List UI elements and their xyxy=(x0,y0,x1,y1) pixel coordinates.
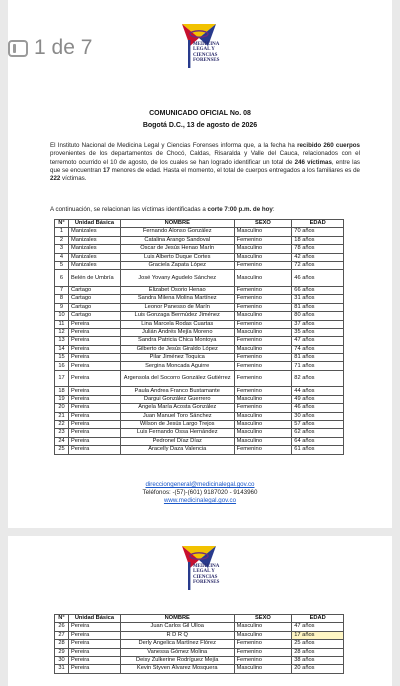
intro-text: provenientes de los departamentos de Chocó, Caldas, Risaralda y Valle del Cauca, relacionados con el terremoto ocurrido el 10 de agosto, de los cuales se han logrado identificar un total de xyxy=(50,150,360,166)
sidebar-toggle-icon[interactable] xyxy=(8,40,28,57)
table-row xyxy=(55,295,344,303)
cell-number: 9 xyxy=(55,303,69,311)
table-row xyxy=(55,656,344,664)
cell-age: 38 años xyxy=(292,656,344,664)
intro-text: menores de edad. Hasta el momento, el total de cuerpos entregados a los familiares es de xyxy=(109,166,360,174)
cell-name: Leonor Panesso de Marín xyxy=(120,303,234,311)
cell-age: 28 años xyxy=(292,648,344,656)
cell-unit: Cartago xyxy=(68,286,120,294)
table-row xyxy=(55,312,344,320)
cell-age: 49 años xyxy=(292,395,344,403)
cell-unit: Pereira xyxy=(68,395,120,403)
cell-unit: Pereira xyxy=(68,648,120,656)
cell-unit: Pereira xyxy=(68,656,120,664)
cell-sex: Masculino xyxy=(234,412,292,420)
table-row xyxy=(55,387,344,395)
cell-name: Vanessa Gómez Molina xyxy=(120,648,234,656)
cell-sex: Femenino xyxy=(234,236,292,244)
cell-age: 62 años xyxy=(292,429,344,437)
document-title: COMUNICADO OFICIAL No. 08 xyxy=(149,110,251,117)
table-row xyxy=(55,640,344,648)
cell-sex: Masculino xyxy=(234,228,292,236)
cell-name: Derly Angelica Martínez Flórez xyxy=(120,640,234,648)
col-header-number: N° xyxy=(55,220,69,228)
cell-unit: Manizales xyxy=(68,253,120,261)
cell-number: 25 xyxy=(55,446,69,454)
cell-unit: Pereira xyxy=(68,631,120,639)
logo-line: FORENSES xyxy=(193,580,220,586)
cell-name: Juan Manuel Toro Sánchez xyxy=(120,412,234,420)
cell-name: Deisy Zulkerine Rodríguez Mejía xyxy=(120,656,234,664)
cell-number: 29 xyxy=(55,648,69,656)
table-row xyxy=(55,437,344,445)
cell-age: 47 años xyxy=(292,623,344,631)
cell-unit: Pereira xyxy=(68,421,120,429)
lead-text: A continuación, se relacionan las víctimas identificadas a xyxy=(50,206,208,213)
col-header-name: NOMBRE xyxy=(120,615,234,623)
cell-name: Sandra Patricia Chica Montoya xyxy=(120,337,234,345)
cell-number: 4 xyxy=(55,253,69,261)
col-header-sex: SEXO xyxy=(234,615,292,623)
cell-age: 46 años xyxy=(292,404,344,412)
cell-number: 5 xyxy=(55,261,69,269)
cell-number: 19 xyxy=(55,395,69,403)
cell-name: Pilar Jiménez Toquica xyxy=(120,354,234,362)
cell-unit: Pereira xyxy=(68,387,120,395)
lead-bold: corte 7:00 p.m. de hoy xyxy=(207,206,273,213)
medicina-legal-logo xyxy=(180,22,220,72)
cell-unit: Pereira xyxy=(68,320,120,328)
col-header-age: EDAD xyxy=(292,615,344,623)
victims-table-continued xyxy=(54,614,344,674)
cell-sex: Femenino xyxy=(234,656,292,664)
table-row xyxy=(55,328,344,336)
table-row xyxy=(55,412,344,420)
cell-age: 31 años xyxy=(292,295,344,303)
cell-sex: Masculino xyxy=(234,631,292,639)
medicina-legal-logo xyxy=(180,544,220,594)
table-row xyxy=(55,337,344,345)
cell-unit: Pereira xyxy=(68,446,120,454)
cell-sex: Masculino xyxy=(234,421,292,429)
cell-unit: Belén de Umbría xyxy=(68,270,120,287)
contact-phones: Teléfonos: -(57)-(601) 9187020 - 9143960 xyxy=(142,489,258,496)
cell-sex: Femenino xyxy=(234,404,292,412)
cell-unit: Pereira xyxy=(68,404,120,412)
contact-block xyxy=(8,481,392,505)
cell-name: Catalina Arango Sandoval xyxy=(120,236,234,244)
page-indicator[interactable] xyxy=(8,36,92,60)
cell-number: 10 xyxy=(55,312,69,320)
cell-sex: Femenino xyxy=(234,362,292,370)
cell-sex: Femenino xyxy=(234,354,292,362)
intro-bold: 222 xyxy=(50,175,61,183)
table-row xyxy=(55,395,344,403)
cell-name: Graciela Zapata López xyxy=(120,261,234,269)
cell-name: Julián Andrés Mejía Moreno xyxy=(120,328,234,336)
table-row xyxy=(55,446,344,454)
cell-name: Sandra Milena Molina Martínez xyxy=(120,295,234,303)
table-row xyxy=(55,286,344,294)
document-page-2 xyxy=(8,536,392,686)
cell-number: 22 xyxy=(55,421,69,429)
table-row xyxy=(55,253,344,261)
cell-age: 66 años xyxy=(292,286,344,294)
table-row xyxy=(55,370,344,387)
cell-name: Gilberto de Jesús Giraldo López xyxy=(120,345,234,353)
cell-name: Elizabet Osorio Henao xyxy=(120,286,234,294)
cell-sex: Masculino xyxy=(234,312,292,320)
cell-name: Lina Marcela Rodas Cuartas xyxy=(120,320,234,328)
intro-text: , entre las que se encuentran xyxy=(50,158,360,174)
cell-unit: Manizales xyxy=(68,228,120,236)
table-row xyxy=(55,236,344,244)
table-row xyxy=(55,303,344,311)
cell-age: 74 años xyxy=(292,345,344,353)
logo-line: LEGAL Y xyxy=(193,47,215,53)
col-header-unit: Unidad Básica xyxy=(68,220,120,228)
cell-name: Wilson de Jesús Largo Trejos xyxy=(120,421,234,429)
table-row xyxy=(55,404,344,412)
cell-age: 18 años xyxy=(292,236,344,244)
cell-number: 18 xyxy=(55,387,69,395)
cell-sex: Masculino xyxy=(234,437,292,445)
cell-number: 15 xyxy=(55,354,69,362)
cell-number: 13 xyxy=(55,337,69,345)
cell-sex: Femenino xyxy=(234,337,292,345)
cell-unit: Pereira xyxy=(68,412,120,420)
cell-sex: Femenino xyxy=(234,261,292,269)
cell-unit: Manizales xyxy=(68,261,120,269)
cell-number: 12 xyxy=(55,328,69,336)
cell-age: 70 años xyxy=(292,228,344,236)
contact-email-link[interactable]: direcciongeneral@medicinalegal.gov.co xyxy=(145,481,255,488)
intro-bold: recibido 260 cuerpos xyxy=(297,142,360,149)
cell-unit: Pereira xyxy=(68,623,120,631)
table-row xyxy=(55,228,344,236)
cell-number: 31 xyxy=(55,665,69,673)
cell-name: Aracelly Daza Valencia xyxy=(120,446,234,454)
cell-unit: Pereira xyxy=(68,362,120,370)
cell-number: 2 xyxy=(55,236,69,244)
cell-name: Luis Gonzaga Bermúdez Jiménez xyxy=(120,312,234,320)
document-page-1 xyxy=(8,0,392,528)
cell-sex: Femenino xyxy=(234,446,292,454)
table-row xyxy=(55,362,344,370)
cell-number: 24 xyxy=(55,437,69,445)
table-row xyxy=(55,665,344,673)
cell-age: 47 años xyxy=(292,337,344,345)
cell-name: Luis Alberto Duque Cortes xyxy=(120,253,234,261)
table-row xyxy=(55,648,344,656)
cell-number: 30 xyxy=(55,656,69,664)
table-header-row xyxy=(55,615,344,623)
cell-unit: Cartago xyxy=(68,312,120,320)
table-row xyxy=(55,320,344,328)
cell-unit: Pereira xyxy=(68,354,120,362)
cell-age: 78 años xyxy=(292,245,344,253)
table-row xyxy=(55,270,344,287)
table-row xyxy=(55,354,344,362)
cell-unit: Pereira xyxy=(68,429,120,437)
cell-unit: Pereira xyxy=(68,640,120,648)
cell-name: Argensola del Socorro González Gutiérrez xyxy=(120,370,234,387)
cell-name: Sergina Moncada Aguirre xyxy=(120,362,234,370)
cell-number: 23 xyxy=(55,429,69,437)
cell-number: 11 xyxy=(55,320,69,328)
cell-number: 20 xyxy=(55,404,69,412)
logo-line: CIENCIAS xyxy=(193,574,218,580)
cell-sex: Femenino xyxy=(234,303,292,311)
col-header-unit: Unidad Básica xyxy=(68,615,120,623)
col-header-sex: SEXO xyxy=(234,220,292,228)
cell-age: 81 años xyxy=(292,354,344,362)
cell-unit: Manizales xyxy=(68,245,120,253)
intro-text: El Instituto Nacional de Medicina Legal y Ciencias Forenses informa que, a la fecha ha xyxy=(50,142,298,149)
table-row xyxy=(55,623,344,631)
cell-number: 8 xyxy=(55,295,69,303)
intro-paragraph xyxy=(50,142,360,183)
victims-table xyxy=(54,219,344,455)
cell-unit: Pereira xyxy=(68,345,120,353)
intro-bold: 246 víctimas xyxy=(294,158,332,166)
cell-age: 57 años xyxy=(292,421,344,429)
cell-sex: Femenino xyxy=(234,320,292,328)
cell-unit: Pereira xyxy=(68,665,120,673)
cell-unit: Cartago xyxy=(68,295,120,303)
cell-unit: Cartago xyxy=(68,303,120,311)
cell-name: Angela María Acosta González xyxy=(120,404,234,412)
cell-name: Pedronel Díaz Díaz xyxy=(120,437,234,445)
cell-number: 27 xyxy=(55,631,69,639)
cell-sex: Masculino xyxy=(234,328,292,336)
cell-age: 61 años xyxy=(292,446,344,454)
cell-age: 72 años xyxy=(292,261,344,269)
cell-name: Dargui González Guerrero xyxy=(120,395,234,403)
cell-sex: Masculino xyxy=(234,623,292,631)
logo-line: MEDICINA xyxy=(193,42,220,47)
cell-sex: Femenino xyxy=(234,648,292,656)
cell-unit: Pereira xyxy=(68,437,120,445)
cell-unit: Pereira xyxy=(68,337,120,345)
cell-number: 6 xyxy=(55,270,69,287)
col-header-name: NOMBRE xyxy=(120,220,234,228)
table-row xyxy=(55,245,344,253)
cell-number: 7 xyxy=(55,286,69,294)
col-header-age: EDAD xyxy=(292,220,344,228)
cell-age: 44 años xyxy=(292,387,344,395)
cell-name: Oscar de Jesús Henao Marín xyxy=(120,245,234,253)
cell-name: José Yovany Agudelo Sánchez xyxy=(120,270,234,287)
cell-sex: Femenino xyxy=(234,387,292,395)
cell-age: 17 años xyxy=(292,631,344,639)
cell-sex: Masculino xyxy=(234,245,292,253)
cell-sex: Femenino xyxy=(234,640,292,648)
cell-age: 71 años xyxy=(292,362,344,370)
cell-age: 37 años xyxy=(292,320,344,328)
cell-number: 17 xyxy=(55,370,69,387)
cell-name: Juan Carlos Gil Ulloa xyxy=(120,623,234,631)
lead-end: : xyxy=(272,206,275,213)
table-header-row xyxy=(55,220,344,228)
list-lead xyxy=(50,206,360,214)
cell-sex: Femenino xyxy=(234,370,292,387)
cell-name: Fernando Alonso González xyxy=(120,228,234,236)
cell-sex: Masculino xyxy=(234,665,292,673)
cell-sex: Masculino xyxy=(234,345,292,353)
cell-number: 26 xyxy=(55,623,69,631)
cell-sex: Masculino xyxy=(234,429,292,437)
cell-age: 35 años xyxy=(292,328,344,336)
cell-unit: Pereira xyxy=(68,370,120,387)
logo-line: FORENSES xyxy=(193,58,220,64)
cell-age: 25 años xyxy=(292,640,344,648)
cell-name: Kevin Styven Álvarez Mosquera xyxy=(120,665,234,673)
cell-unit: Manizales xyxy=(68,236,120,244)
cell-sex: Masculino xyxy=(234,253,292,261)
page-indicator-label: 1 de 7 xyxy=(34,36,93,59)
cell-age: 80 años xyxy=(292,312,344,320)
logo-line: LEGAL Y xyxy=(193,569,215,575)
intro-bold: 17 xyxy=(103,166,110,174)
table-row xyxy=(55,345,344,353)
cell-number: 16 xyxy=(55,362,69,370)
cell-age: 46 años xyxy=(292,270,344,287)
cell-age: 82 años xyxy=(292,370,344,387)
document-date: Bogotá D.C., 13 de agosto de 2026 xyxy=(142,122,258,129)
cell-number: 1 xyxy=(55,228,69,236)
cell-unit: Pereira xyxy=(68,328,120,336)
cell-age: 64 años xyxy=(292,437,344,445)
cell-number: 28 xyxy=(55,640,69,648)
table-row xyxy=(55,429,344,437)
cell-age: 20 años xyxy=(292,665,344,673)
cell-name: Luis Fernando Ossa Hernández xyxy=(120,429,234,437)
cell-sex: Femenino xyxy=(234,286,292,294)
col-header-number: N° xyxy=(55,615,69,623)
cell-sex: Masculino xyxy=(234,270,292,287)
cell-number: 21 xyxy=(55,412,69,420)
cell-age: 81 años xyxy=(292,303,344,311)
contact-web-link[interactable]: www.medicinalegal.gov.co xyxy=(163,497,237,504)
cell-name: Paula Andrea Franco Bustamante xyxy=(120,387,234,395)
cell-age: 30 años xyxy=(292,412,344,420)
intro-text: víctimas. xyxy=(60,175,87,183)
logo-line: MEDICINA xyxy=(193,564,220,569)
logo-line: CIENCIAS xyxy=(193,52,218,58)
cell-number: 3 xyxy=(55,245,69,253)
cell-sex: Femenino xyxy=(234,295,292,303)
cell-name: R D R Q xyxy=(120,631,234,639)
cell-sex: Masculino xyxy=(234,395,292,403)
table-row xyxy=(55,261,344,269)
cell-age: 42 años xyxy=(292,253,344,261)
table-row xyxy=(55,631,344,639)
table-row xyxy=(55,421,344,429)
cell-number: 14 xyxy=(55,345,69,353)
